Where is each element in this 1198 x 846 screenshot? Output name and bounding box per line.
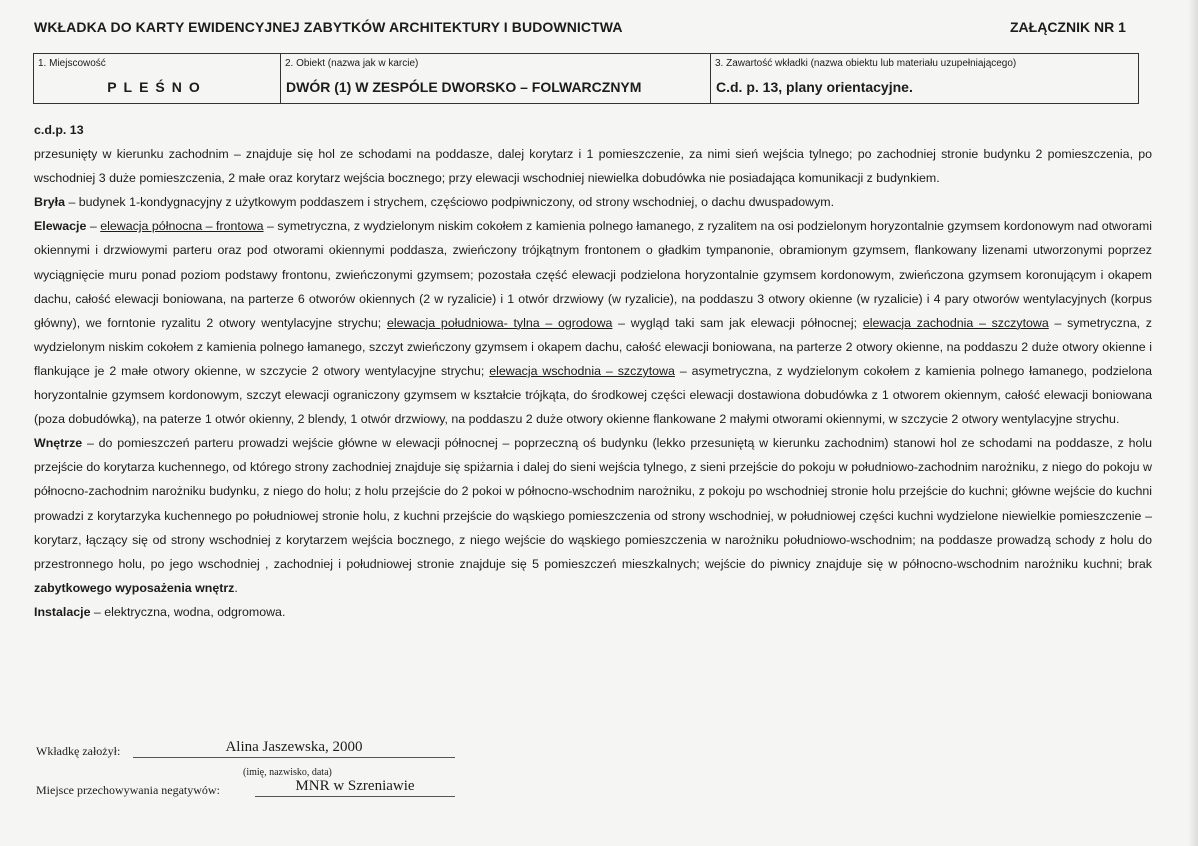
- locality-label: 1. Miejscowość: [38, 58, 106, 69]
- negatives-storage-label: Miejsce przechowywania negatywów:: [36, 783, 220, 797]
- elewacja-poludniowa-label: elewacja południowa- tylna – ogrodowa: [386, 315, 613, 330]
- object-value: DWÓR (1) W ZESPÓLE DWORSKO – FOLWARCZNYM: [286, 79, 642, 95]
- locality-cell: [34, 54, 280, 103]
- instalacje-label: Instalacje: [34, 604, 91, 619]
- wnetrze-paragraph: Wnętrze – do pomieszczeń parteru prowadzi wejście główne w elewacji północnej – poprzeczną oś budynku (lekko przesuniętą w kierunku zachodnim) stanowi hol ze schodami na poddasze, z holu przejście do korytarza kuchennego, od którego strony zachodniej znajduje się spiżarnia i dalej do sieni wejścia tylnego, z sieni przejście do pokoju w południowo-zachodnim narożniku, z niego do pokoju w północno-zachodnim narożniku budynku, z niego do holu; z holu przejście do 2 pokoi w północno-wschodnim narożniku, z pokoju po wschodniej stronie holu przejście do kuchni; główne wejście do kuchni prowadzi z korytarzyka kuchennego po południowej stronie holu, z kuchni przejście do wąskiego pomieszczenia od strony wschodniej, w południowej części kuchni wydzielone niewielkie pomieszczenie – korytarz, łączący się od strony wschodniej z korytarzem wejścia bocznego, z niego wejście do wąskiego pomieszczenia w narożniku południowo-wschodnim; na poddasze prowadzą schody z holu do przestronnego holu, po jego wschodniej , zachodniej i południowej stronie znajduje się 5 pomieszczeń mieszkalnych; wejście do piwnicy znajduje się w północno-wschodnim narożniku kuchni; brak zabytkowego wyposażenia wnętrz.: [34, 436, 1152, 595]
- author-label: Wkładkę założył:: [36, 744, 121, 758]
- content-cell: [710, 54, 1138, 103]
- content-value: C.d. p. 13, plany orientacyjne.: [716, 79, 913, 95]
- annex-number: ZAŁĄCZNIK NR 1: [1010, 19, 1126, 35]
- document-body: [34, 118, 1152, 624]
- elewacja-polnocna-label: elewacja północna – frontowa: [100, 219, 264, 234]
- object-label: 2. Obiekt (nazwa jak w karcie): [285, 58, 419, 69]
- instalacje-paragraph: Instalacje – elektryczna, wodna, odgromowa.: [34, 604, 286, 619]
- author-note: (imię, nazwisko, data): [243, 767, 332, 778]
- object-cell: [280, 54, 710, 103]
- scan-edge-shadow: [1188, 0, 1198, 846]
- elewacja-zachodnia-label: elewacja zachodnia – szczytowa: [862, 315, 1049, 330]
- section-heading: c.d.p. 13: [34, 123, 84, 137]
- header-table: [33, 53, 1139, 104]
- locality-value: PLEŚNO: [107, 79, 207, 95]
- content-label: 3. Zawartość wkładki (nazwa obiektu lub materiału uzupełniającego): [715, 58, 1017, 69]
- elewacje-paragraph: Elewacje – elewacja północna – frontowa – symetryczna, z wydzielonym niskim cokołem z kamienia polnego łamanego, z ryzalitem na osi podzielonym horyzontalnie gzymsem kordonowym nad otworami okiennymi i drzwiowymi parteru oraz pod otworami okiennymi poddasza, zwieńczony trójkątnym frontonem o gładkim tympanonie, obramionym gzymsem, flankowany lizenami utworzonymi poprzez wyciągnięcie muru ponad poziom podstawy frontonu, zwieńczonymi gzymsem; pozostała część elewacji podzielona horyzontalnie gzymsem kordonowym, zwieńczona gzymsem koronującym i okapem dachu, całość elewacji boniowana, na parterze 6 otworów okiennych (2 w ryzalicie) i 1 otwór drzwiowy (w ryzalicie), na poddaszu 3 otwory okienne (w ryzalicie) i 4 pary otworów wentylacyjnych (korpus główny), we forntonie ryzalitu 2 otwory wentylacyjne strychu; elewacja południowa- tylna – ogrodowa – wygląd taki sam jak elewacji północnej; elewacja zachodnia – szczytowa – symetryczna, z wydzielonym niskim cokołem z kamienia polnego łamanego, szczyt zwieńczony gzymsem i okapem dachu, całość elewacji boniowana, na parterze 2 otwory okienne, na poddaszu 2 duże otwory okienne i flankujące je 2 małe otwory okienne, w szczycie 2 otwory wentylacyjne strychu; elewacja wschodnia – szczytowa – asymetryczna, z wydzielonym cokołem z kamienia polnego łamanego, podzielona horyzontalnie gzymsem kordonowym, szczyt elewacji ograniczony gzymsem w kształcie trójkąta, do środkowej części elewacji dostawiona dobudówka z 1 otworem okiennym, całość elewacji boniowana (poza dobudówką), na paterze 1 otwór okienny, 2 blendy, 1 otwór drzwiowy, na poddaszu 2 duże otwory okienne flankowane 2 małymi otworami okiennymi, w szczycie 2 otwory wentylacyjne strychu.: [34, 219, 1153, 427]
- author-value: Alina Jaszewska, 2000: [133, 739, 455, 758]
- elewacje-label: Elewacje: [34, 219, 87, 234]
- elewacja-wschodnia-label: elewacja wschodnia – szczytowa: [489, 363, 675, 378]
- document-title: WKŁADKA DO KARTY EWIDENCYJNEJ ZABYTKÓW ARCHITEKTURY I BUDOWNICTWA: [34, 19, 623, 35]
- negatives-storage-value: MNR w Szreniawie: [255, 778, 455, 797]
- bryla-paragraph: Bryła – budynek 1-kondygnacyjny z użytkowym poddaszem i strychem, częściowo podpiwniczony, od strony wschodniej, o dachu dwuspadowym.: [34, 195, 835, 210]
- wnetrze-label: Wnętrze: [34, 436, 83, 451]
- bryla-label: Bryła: [34, 195, 65, 210]
- intro-paragraph: przesunięty w kierunku zachodnim – znajduje się hol ze schodami na poddasze, dalej korytarz i 1 pomieszczenie, za nimi sień wejścia tylnego; po zachodniej stronie budynku 2 pomieszczenia, po wschodniej 3 duże pomieszczenia, 2 małe oraz korytarz wejścia bocznego; przy elewacji wschodniej niewielka dobudówka nie posiadająca komunikacji z budynkiem.: [34, 147, 1152, 186]
